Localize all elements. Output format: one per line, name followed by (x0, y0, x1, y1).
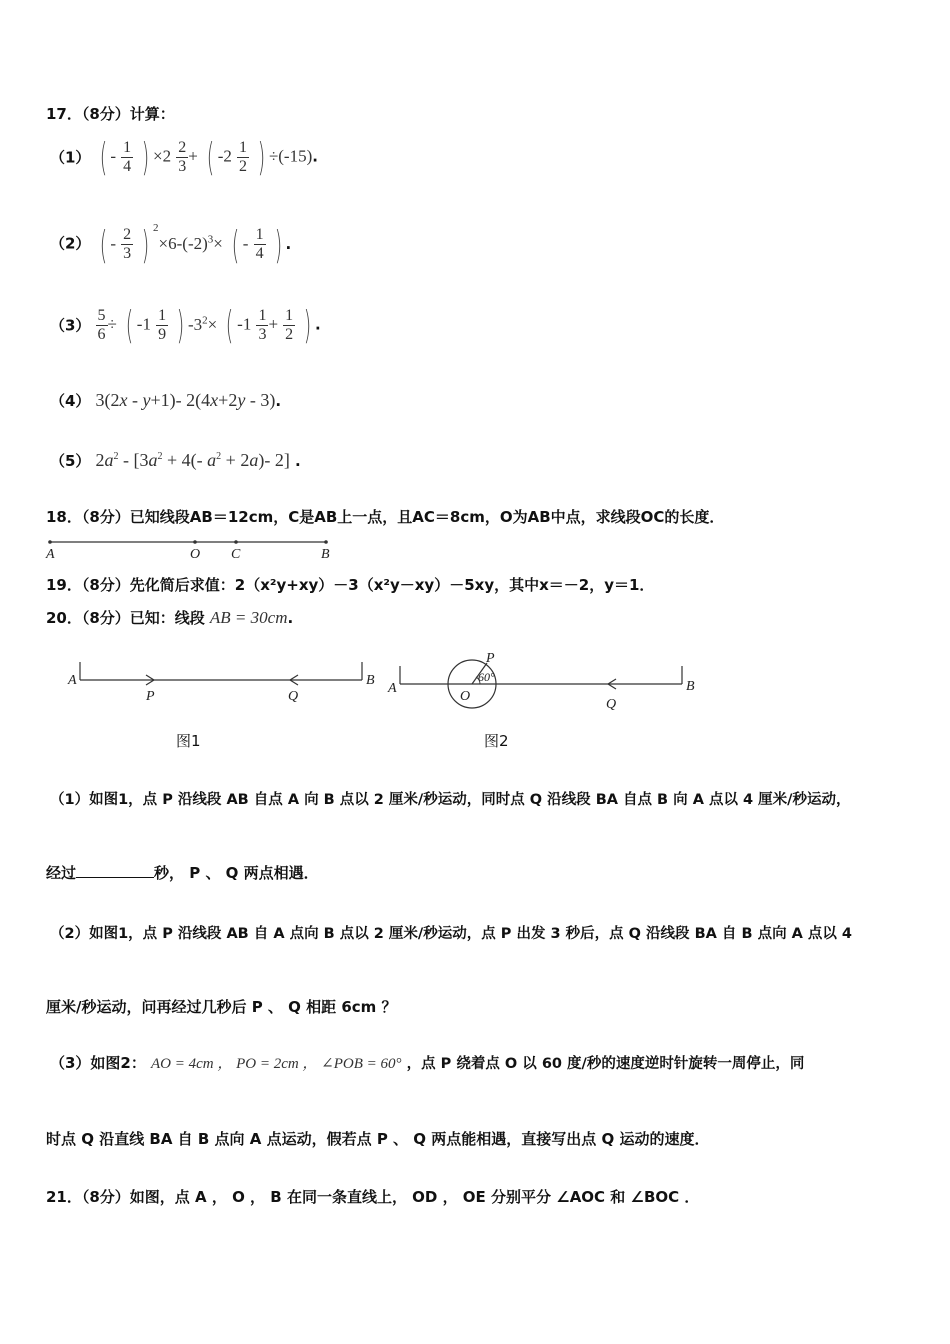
q20-figure-2 (384, 650, 704, 716)
q20-part3-line1 (50, 1052, 804, 1073)
q17-item-1 (50, 135, 318, 186)
fig2-label-o: O (460, 689, 471, 704)
answer-blank[interactable] (76, 863, 154, 878)
q20-part3-line2: 时点 Q 沿直线 BA 自 B 点向 A 点运动，假若点 P 、 Q 两点能相遇，直接写出点 Q 运动的速度． (46, 1130, 710, 1148)
q20-part1-pre: 经过 (46, 864, 77, 882)
q17-item-2-expr: ( - $\frac{2}{3}$ ) $^2\times 6-(-2)^3\times$ ( - $\frac{1}{4}$ ) . (99, 222, 292, 267)
q17-item-2 (50, 222, 291, 270)
fig1-label-a: A (68, 673, 77, 688)
fig1-label-q: Q (288, 689, 299, 704)
q20-figure-1 (64, 654, 384, 704)
fig1-label-p: P (146, 689, 155, 704)
q18-text: 18．（8分）已知线段AB＝12cm，C是AB上一点，且AC＝8cm，O为AB中点，求线段OC的长度． (46, 508, 725, 526)
q20-part3-math: AO = 4cm ， PO = 2cm ， ∠POB = 60° (150, 1056, 402, 1072)
q20-part3-rest: ，点 P 绕着点 O 以 60 度/秒的速度逆时针旋转一周停止，同 (406, 1056, 805, 1072)
q20-fig1-caption: 图1 (176, 732, 201, 750)
q20-part1-line2 (46, 862, 319, 883)
q21-text: 21．（8分）如图，点 A ， O ， B 在同一条直线上， OD ， OE 分别平分 ∠AOC 和 ∠BOC ． (46, 1188, 700, 1206)
q17-header: 17．（8分）计算： (46, 105, 175, 123)
q17-item-4: （4） 3(2x - y+1)- 2(4x+2y - 3). (50, 390, 282, 410)
q20-part2-line2: 厘米/秒运动，问再经过几秒后 P 、 Q 相距 6cm ？ (46, 998, 397, 1016)
q17-item-3-expr: $\frac{5}{6}$ ÷ ( -1 $\frac{1}{9}$ ) $-3^2\times$ ( -1 $\frac{1}{3}$ + $\frac{1}{2}$ ) . (97, 303, 321, 347)
q17-item-5-label: （5） (50, 452, 91, 470)
q17-item-4-label: （4） (50, 392, 91, 410)
q17-item-3 (50, 303, 321, 354)
fig2-label-angle: 60° (478, 670, 495, 684)
q20-header-math: AB = 30cm (209, 608, 288, 627)
q17-item-4-expr: 3(2x - y+1)- 2(4x+2y - 3) (95, 390, 276, 410)
q18-figure (44, 536, 344, 562)
q20-header-text: 20．（8分）已知：线段 (46, 609, 205, 627)
q17-item-1-label: （1） (50, 148, 91, 167)
q20-part1-post: 秒， P 、 Q 两点相遇． (154, 864, 319, 882)
q18-label-a: A (46, 547, 55, 562)
q17-item-3-label: （3） (50, 316, 91, 335)
fig2-label-b: B (686, 679, 695, 694)
q17-item-1-expr: ( - $\frac{1}{4}$ ) ×2 $\frac{2}{3}$ + ( -2 $\frac{1}{2}$ ) ÷(-15). (99, 135, 318, 179)
q20-header: 20．（8分）已知：线段 AB = 30cm. (46, 608, 294, 627)
fig2-label-a: A (388, 681, 397, 696)
fig2-label-p: P (486, 651, 495, 666)
q18-label-o: O (190, 547, 201, 562)
q20-fig2-caption: 图2 (484, 732, 509, 750)
q19-text: 19．（8分）先化简后求值：2（x²y+xy）－3（x²y－xy）－5xy，其中x＝－2，y＝1． (46, 576, 655, 594)
fig1-label-b: B (366, 673, 375, 688)
q18-label-c: C (231, 547, 241, 562)
q17-item-2-label: （2） (50, 234, 91, 253)
q17-item-5: （5） $2a^2 - [3a^2 + 4(-$ $a^2 + 2a)-$ 2] . (50, 450, 301, 470)
q20-part2-line1: （2）如图1，点 P 沿线段 AB 自 A 点向 B 点以 2 厘米/秒运动，点 P 出发 3 秒后，点 Q 沿线段 BA 自 B 点向 A 点以 4 (50, 926, 853, 942)
q18-label-b: B (321, 547, 330, 562)
q17-item-5-expr: $2a^2 - [3a^2 + 4(-$ $a^2 + 2a)-$ 2] (95, 450, 290, 470)
q20-part3-label: （3）如图2： (50, 1054, 146, 1072)
fig2-label-q: Q (606, 697, 617, 712)
q20-part1-line1: （1）如图1，点 P 沿线段 AB 自点 A 向 B 点以 2 厘米/秒运动，同时点 Q 沿线段 BA 自点 B 向 A 点以 4 厘米/秒运动， (50, 792, 851, 808)
